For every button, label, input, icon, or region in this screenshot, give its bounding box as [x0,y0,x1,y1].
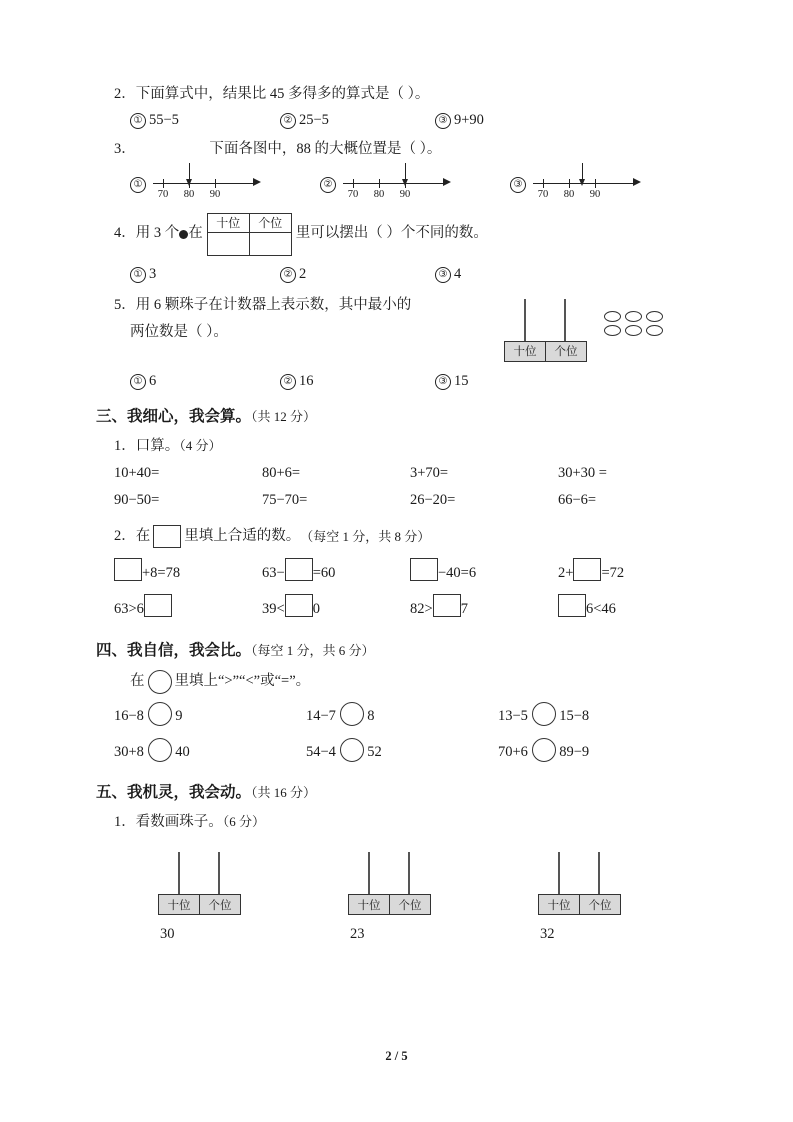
abacus-place-labels [158,894,241,915]
compare-item [498,702,690,726]
answer-circle[interactable] [532,738,556,762]
tens-label: 十位 [505,341,546,361]
pointer-arrow-icon [186,179,192,186]
axis-arrow-icon [633,178,641,186]
rod-tens [524,299,526,341]
fill-blank-row-1 [114,558,706,582]
abacus-item-3[interactable] [498,852,688,943]
oral-item[interactable]: 90−50= [114,492,160,509]
oral-item[interactable]: 75−70= [262,492,308,509]
abacus-number: 32 [540,926,555,942]
tick-label: 90 [399,188,411,200]
compare-row-2 [114,738,706,762]
number-line-option-2[interactable] [320,167,510,205]
abacus-rods [158,852,240,894]
expr-suffix: 7 [460,601,468,618]
ones-label: 个位 [580,895,621,915]
question-4-mid: 在 [188,225,203,242]
ones-label: 个位 [200,895,241,915]
number-line-2 [339,167,451,205]
oral-calc-row-1 [114,465,706,482]
sub-label: 1．口算。 [114,437,180,454]
section-3-score: （共 12 分） [251,408,317,424]
bead-row [604,325,663,336]
oral-item[interactable]: 3+70= [410,465,449,482]
section-4-label: 四、我自信，我会比。 [96,642,252,660]
rod-ones [564,299,566,341]
bead-row [604,311,663,322]
rod-ones [218,852,220,894]
fill-item [410,594,558,618]
fill-item [114,594,262,618]
answer-box[interactable] [153,525,181,548]
axis-line [153,183,253,184]
fill-item [262,594,410,618]
rod-tens [558,852,560,894]
option-1[interactable] [130,266,280,283]
option-1[interactable] [130,373,280,390]
option-2[interactable] [280,112,435,129]
tens-label: 十位 [539,895,580,915]
abacus-place-labels [348,894,431,915]
instruction-suffix: 里填上“>”“<”或“=”。 [174,673,311,690]
section-5-score: （共 16 分） [251,785,317,801]
question-5-abacus [504,299,587,367]
rod-ones [598,852,600,894]
answer-box[interactable] [410,558,438,581]
abacus [348,852,431,915]
abacus [504,299,587,362]
tick-label: 70 [157,188,169,200]
bead [646,311,663,322]
question-3-text: 下面各图中，88 的大概位置是（ ）。 [209,140,442,157]
fill-blank-row-2 [114,594,706,618]
section-5-title [96,780,706,802]
compare-item [114,702,306,726]
tick [163,179,164,188]
pointer-line [405,163,406,180]
rod-tens [368,852,370,894]
option-3[interactable] [435,112,484,129]
question-4-prefix: 4．用 3 个 [114,225,180,242]
option-label: 2 [299,265,307,282]
rod-tens [178,852,180,894]
abacus-rods [348,852,430,894]
answer-box[interactable] [144,594,172,617]
oral-calc-row-2 [114,492,706,509]
answer-box[interactable] [285,594,313,617]
oral-item[interactable]: 80+6= [262,465,301,482]
section-3-title [96,404,706,426]
option-marker: ② [320,177,336,193]
right-expr: 9 [175,708,183,725]
oral-item[interactable]: 10+40= [114,465,160,482]
abacus [538,852,621,915]
expr-suffix: =60 [312,565,336,582]
right-expr: 52 [367,744,382,761]
compare-item [306,702,498,726]
rod-ones [408,852,410,894]
abacus-draw-row [118,852,706,943]
option-1[interactable] [130,112,280,129]
oral-item[interactable]: 26−20= [410,492,456,509]
number-line-3 [529,167,641,205]
number-line-option-1[interactable] [130,167,320,205]
option-marker: ③ [435,113,451,129]
fill-item [410,558,558,582]
answer-box[interactable] [114,558,142,581]
left-expr: 30+8 [114,744,144,761]
fill-item [558,558,706,582]
option-3[interactable] [435,373,469,390]
option-label: 16 [299,372,314,389]
option-2[interactable] [280,373,435,390]
question-3-heading [114,139,706,161]
bead [604,311,621,322]
right-expr: 40 [175,744,190,761]
ones-label: 个位 [546,341,587,361]
tick-label: 70 [347,188,359,200]
option-label: 4 [454,265,462,282]
option-marker: ② [280,267,296,283]
question-4-text [114,213,706,256]
abacus-rods [538,852,620,894]
answer-box[interactable] [573,558,601,581]
ones-label: 个位 [390,895,431,915]
tick-label: 80 [183,188,195,200]
tick [595,179,596,188]
page-number: 2 / 5 [385,1049,408,1063]
bead [625,311,642,322]
bead [625,325,642,336]
ones-cell[interactable] [249,232,291,255]
oral-item[interactable]: 30+30 = [558,465,607,482]
option-label: 15 [454,372,469,389]
question-5-line-2: 两位数是（ ）。 [130,324,228,341]
question-3-figures [130,167,706,205]
right-expr: 89−9 [559,744,590,761]
tick [353,179,354,188]
bead [646,325,663,336]
option-marker: ③ [510,177,526,193]
section-3-label: 三、我细心，我会算。 [96,407,252,425]
option-marker: ② [280,374,296,390]
tick [379,179,380,188]
number-line-option-3[interactable] [510,167,641,205]
option-marker: ① [130,113,146,129]
section-5-sub-1 [114,812,706,834]
tens-label: 十位 [349,895,390,915]
question-4-options [130,266,706,283]
tick [215,179,216,188]
tick-label: 90 [589,188,601,200]
axis-line [343,183,443,184]
ones-header: 个位 [249,213,291,232]
place-value-table [207,213,292,256]
expr-prefix: 82> [410,601,433,618]
option-label: 55−5 [149,111,179,128]
worksheet-body [96,84,706,943]
section-4-instruction [130,670,706,694]
sub-score: （6 分） [222,814,266,830]
option-label: 3 [149,265,157,282]
answer-circle[interactable] [340,738,364,762]
tick-label: 80 [373,188,385,200]
pointer-arrow-icon [579,179,585,186]
option-label: 6 [149,372,157,389]
instruction-prefix: 在 [130,673,145,690]
right-expr: 15−8 [559,708,590,725]
tick-label: 90 [209,188,221,200]
section-4-score: （每空 1 分，共 6 分） [251,643,375,659]
fill-item [114,558,262,582]
expr-suffix: =72 [601,565,625,582]
option-2[interactable] [280,266,435,283]
left-expr: 16−8 [114,708,144,725]
answer-circle[interactable] [532,702,556,726]
question-3-number: 3． [114,140,136,157]
compare-item [114,738,306,762]
option-marker: ② [280,113,296,129]
right-expr: 8 [367,708,375,725]
compare-item [498,738,690,762]
number-line-1 [149,167,261,205]
question-5-line-1: 5．用 6 颗珠子在计数器上表示数，其中最小的 [114,296,412,313]
section-3-sub-1 [114,436,706,458]
abacus-number: 23 [350,926,365,942]
option-marker: ① [130,177,146,193]
sub-label-suffix: 里填上合适的数。 [184,527,301,544]
tick [543,179,544,188]
oral-item[interactable]: 66−6= [558,492,597,509]
option-marker: ③ [435,267,451,283]
left-expr: 70+6 [498,744,528,761]
section-3-sub-2 [114,525,706,548]
axis-arrow-icon [443,178,451,186]
tens-header: 十位 [207,213,249,232]
answer-circle[interactable] [148,702,172,726]
fill-item [262,558,410,582]
bead [604,325,621,336]
pointer-arrow-icon [402,179,408,186]
answer-circle[interactable] [340,702,364,726]
left-expr: 54−4 [306,744,336,761]
abacus [158,852,241,915]
answer-circle[interactable] [148,738,172,762]
expr-suffix: −40=6 [438,565,477,582]
tens-label: 十位 [159,895,200,915]
expr-suffix: 6<46 [586,601,616,618]
abacus-item-1[interactable] [118,852,308,943]
answer-box[interactable] [433,594,461,617]
abacus-place-labels [504,341,587,362]
expr-suffix: 0 [312,601,320,618]
abacus-item-2[interactable] [308,852,498,943]
section-4-title [96,638,706,660]
left-expr: 13−5 [498,708,528,725]
sub-label-prefix: 2．在 [114,527,151,544]
tick-label: 70 [537,188,549,200]
black-dot-icon [179,230,188,239]
pointer-line [582,163,583,180]
fill-item [558,594,706,618]
question-2-text: 2．下面算式中，结果比 45 多得多的算式是（ ）。 [114,86,430,102]
expr-prefix: 2+ [558,565,574,582]
abacus-rods [504,299,586,341]
compare-item [306,738,498,762]
expr-suffix: +8=78 [142,565,181,582]
left-expr: 14−7 [306,708,336,725]
option-label: 9+90 [454,111,484,128]
abacus-number: 30 [160,926,175,942]
compare-row-1 [114,702,706,726]
sub-score: （4 分） [179,437,222,453]
tens-cell[interactable] [207,232,249,255]
option-label: 25−5 [299,111,329,128]
answer-box[interactable] [558,594,586,617]
option-3[interactable] [435,266,461,283]
question-5-options [130,373,706,390]
answer-circle[interactable] [148,670,172,694]
loose-beads [604,311,663,339]
expr-prefix: 63>6 [114,601,144,618]
question-2-options [130,112,706,129]
option-marker: ③ [435,374,451,390]
sub-score: （每空 1 分，共 8 分） [300,529,431,544]
expr-prefix: 39< [262,601,285,618]
question-4-suffix: 里可以摆出（ ）个不同的数。 [295,225,488,242]
option-marker: ① [130,374,146,390]
expr-prefix: 63− [262,565,285,582]
answer-box[interactable] [285,558,313,581]
tick-label: 80 [563,188,575,200]
tick [569,179,570,188]
pointer-line [189,163,190,180]
question-5-block [96,295,706,371]
option-marker: ① [130,267,146,283]
abacus-place-labels [538,894,621,915]
axis-arrow-icon [253,178,261,186]
section-5-label: 五、我机灵，我会动。 [96,784,252,802]
sub-label: 1．看数画珠子。 [114,814,223,831]
